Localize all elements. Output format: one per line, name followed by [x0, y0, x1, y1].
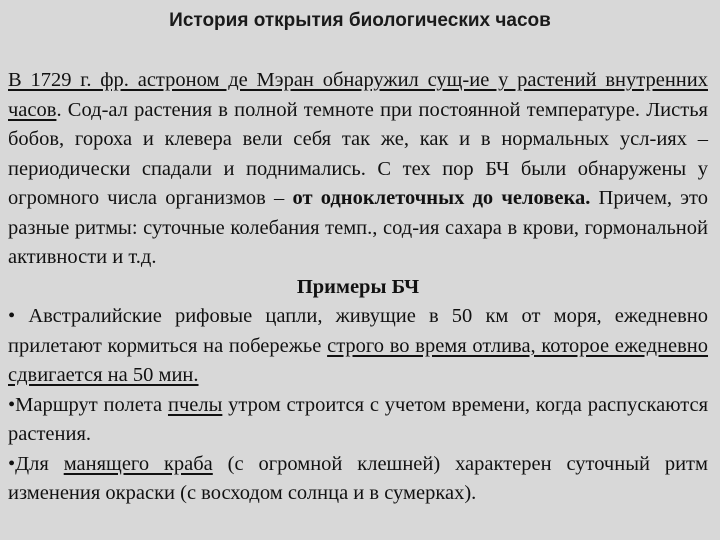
bullet-bees-text-1: •Маршрут полета: [8, 393, 168, 416]
bullet-bees-underlined: пчелы: [167, 393, 223, 416]
intro-paragraph: [8, 66, 708, 273]
intro-text-2: Причем, это разные ритмы: суточные колебания темп., сод-ия сахара в крови, гормональной активности и т.д.: [8, 187, 708, 268]
bullet-bees: [8, 391, 708, 450]
bullet-crab-text-1: •Для: [8, 452, 64, 475]
bullet-crab-text-2: (с огромной клешней) характерен суточный ритм изменения окраски (с восходом солнца и в сумерках).: [8, 452, 708, 504]
bullet-herons-underlined: строго во время отлива, которое ежедневно сдвигается на 50 мин.: [8, 334, 709, 386]
intro-text-1: . Сод-ал растения в полной темноте при постоянной температуре. Листья бобов, гороха и клевера вели себя так же, как и в нормальных усл-иях – периодически спадали и поднимались. С тех пор БЧ были обнаружены у огромного числа организмов –: [8, 98, 708, 209]
slide-body: [8, 66, 708, 509]
examples-heading: Примеры БЧ: [296, 275, 420, 298]
intro-underlined: В 1729 г. фр. астроном де Мэран обнаружил сущ-ие у растений внутренних часов: [8, 69, 708, 121]
slide-title: История открытия биологических часов: [169, 10, 551, 31]
bullet-herons-text: • Австралийские рифовые цапли, живущие в 50 км от моря, ежедневно прилетают кормиться на побережье: [8, 305, 708, 357]
bullet-crab: [8, 450, 708, 509]
intro-bold: от одноклеточных до человека.: [292, 187, 591, 209]
bullet-bees-text-2: утром строится с учетом времени, когда распускаются растения.: [8, 393, 708, 445]
bullet-crab-underlined: манящего краба: [63, 452, 213, 475]
bullet-herons: [8, 302, 708, 391]
